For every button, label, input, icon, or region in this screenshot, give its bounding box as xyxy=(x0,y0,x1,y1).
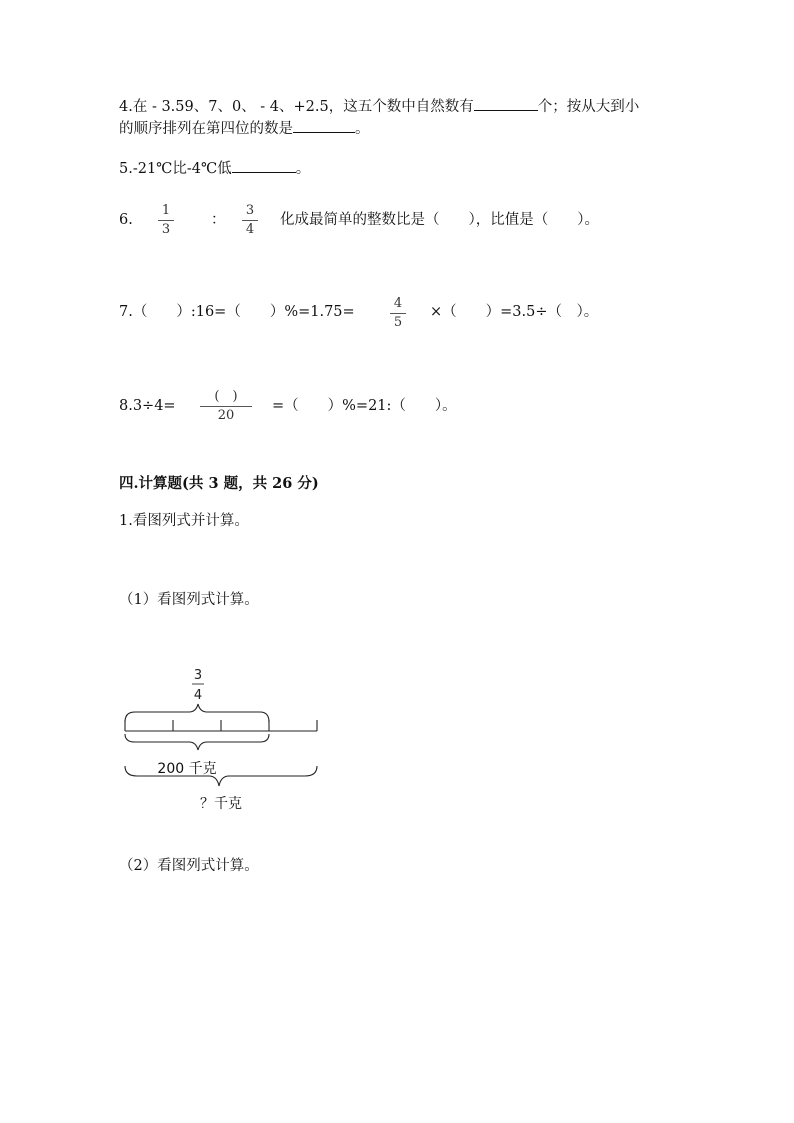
diagram-label-question: ？千克 xyxy=(200,796,242,812)
q6-number: 6. xyxy=(119,212,133,228)
q6-fraction-1-denominator: 3 xyxy=(161,222,171,237)
section-4-heading: 四.计算题(共 3 题，共 26 分) xyxy=(119,475,319,492)
bottom-brace-partial xyxy=(125,734,269,750)
q4-text-a: 4.在 - 3.59、7、0、 - 4、+2.5，这五个数中自然数有 xyxy=(119,99,474,115)
q8-text-a: 8.3÷4= xyxy=(119,398,176,414)
weight-diagram xyxy=(115,660,335,820)
q6-fraction-1 xyxy=(158,204,174,237)
q4-answer-blank-2[interactable] xyxy=(293,118,355,133)
q4-text-b: 个；按从大到小 xyxy=(537,99,640,115)
diagram-label-200kg: 200 千克 xyxy=(157,761,217,777)
q6-fraction-2-numerator: 3 xyxy=(245,203,255,218)
q5-line xyxy=(119,158,310,179)
q7-fraction-denominator: 5 xyxy=(393,315,403,330)
diagram-fraction-numerator: 3 xyxy=(193,668,203,683)
q7-text-b: ×（ ）=3.5÷（ ）。 xyxy=(430,304,599,320)
q7-fraction-numerator: 4 xyxy=(393,296,403,311)
top-brace xyxy=(125,704,269,722)
q6-fraction-2-denominator: 4 xyxy=(245,222,255,237)
sub-question-1-title: （1）看图列式计算。 xyxy=(119,592,259,608)
q8-fraction-numerator: ( ) xyxy=(214,389,238,404)
problem-1-title: 1.看图列式并计算。 xyxy=(119,513,249,529)
q5-text-a: 5.-21℃比-4℃低 xyxy=(119,161,232,177)
q8-fraction xyxy=(200,390,252,423)
q8-fraction-denominator: 20 xyxy=(217,408,235,423)
q5-text-b: 。 xyxy=(295,161,311,177)
diagram-fraction-denominator: 4 xyxy=(193,688,203,703)
q7-fraction xyxy=(390,297,406,330)
bottom-brace-whole xyxy=(125,766,317,786)
q7-text-a: 7.（ ）:16=（ ）%=1.75= xyxy=(119,304,355,320)
q6-fraction-2 xyxy=(242,204,258,237)
q6-colon: ： xyxy=(211,212,226,228)
q5-answer-blank[interactable] xyxy=(232,158,296,173)
q4-line2 xyxy=(119,118,370,139)
q4-line1 xyxy=(119,96,639,117)
q8-text-b: =（ ）%=21:（ ）。 xyxy=(272,398,457,414)
q4-text-c: 的顺序排列在第四位的数是 xyxy=(119,121,293,137)
sub-question-2-title: （2）看图列式计算。 xyxy=(119,858,259,874)
q4-answer-blank-1[interactable] xyxy=(474,96,538,111)
q6-fraction-1-numerator: 1 xyxy=(161,203,171,218)
q4-text-d: 。 xyxy=(355,121,370,137)
q6-text: 化成最简单的整数比是（ ），比值是（ ）。 xyxy=(280,212,599,228)
